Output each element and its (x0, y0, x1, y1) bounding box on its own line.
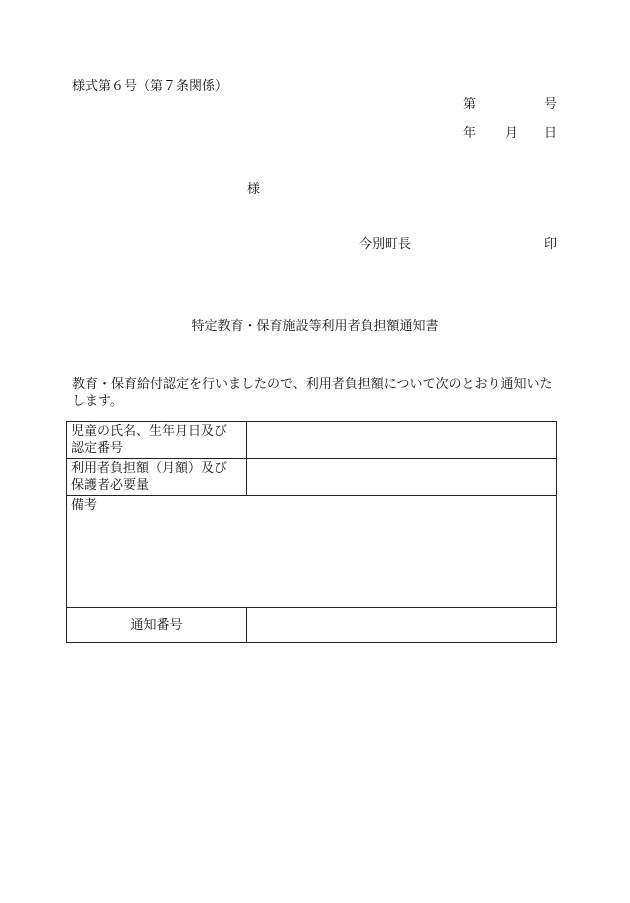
notice-table (66, 421, 557, 643)
child-info-label-line2: 認定番号 (71, 441, 124, 456)
issuer-name: 今別町長 (359, 237, 412, 252)
day-label: 日 (544, 126, 558, 141)
fee-label (67, 459, 247, 496)
number-prefix: 第 (463, 97, 477, 112)
remarks-label: 備考 (71, 498, 98, 513)
notice-number-row (67, 608, 557, 643)
document-title: 特定教育・保育施設等利用者負担額通知書 (191, 319, 439, 334)
year-label: 年 (463, 126, 477, 141)
fee-value[interactable] (247, 459, 557, 496)
child-info-label (67, 422, 247, 459)
remarks-row (67, 496, 557, 608)
fee-label-line2: 保護者必要量 (71, 478, 150, 493)
number-suffix: 号 (544, 97, 558, 112)
remarks-cell[interactable] (67, 496, 557, 608)
fee-row (67, 459, 557, 496)
notice-number-label: 通知番号 (67, 608, 247, 643)
form-number: 様式第６号（第７条関係） (72, 79, 229, 94)
notice-body: 教育・保育給付認定を行いましたので、利用者負担額について次のとおり通知いたします。 (72, 377, 553, 409)
notice-number-value[interactable] (247, 608, 557, 643)
child-info-value[interactable] (247, 422, 557, 459)
child-info-label-line1: 児童の氏名、生年月日及び (71, 424, 228, 439)
fee-label-line1: 利用者負担額（月額）及び (71, 461, 228, 476)
addressee-honorific: 様 (247, 182, 261, 197)
child-info-row (67, 422, 557, 459)
seal-mark: 印 (544, 237, 558, 252)
month-label: 月 (505, 126, 519, 141)
